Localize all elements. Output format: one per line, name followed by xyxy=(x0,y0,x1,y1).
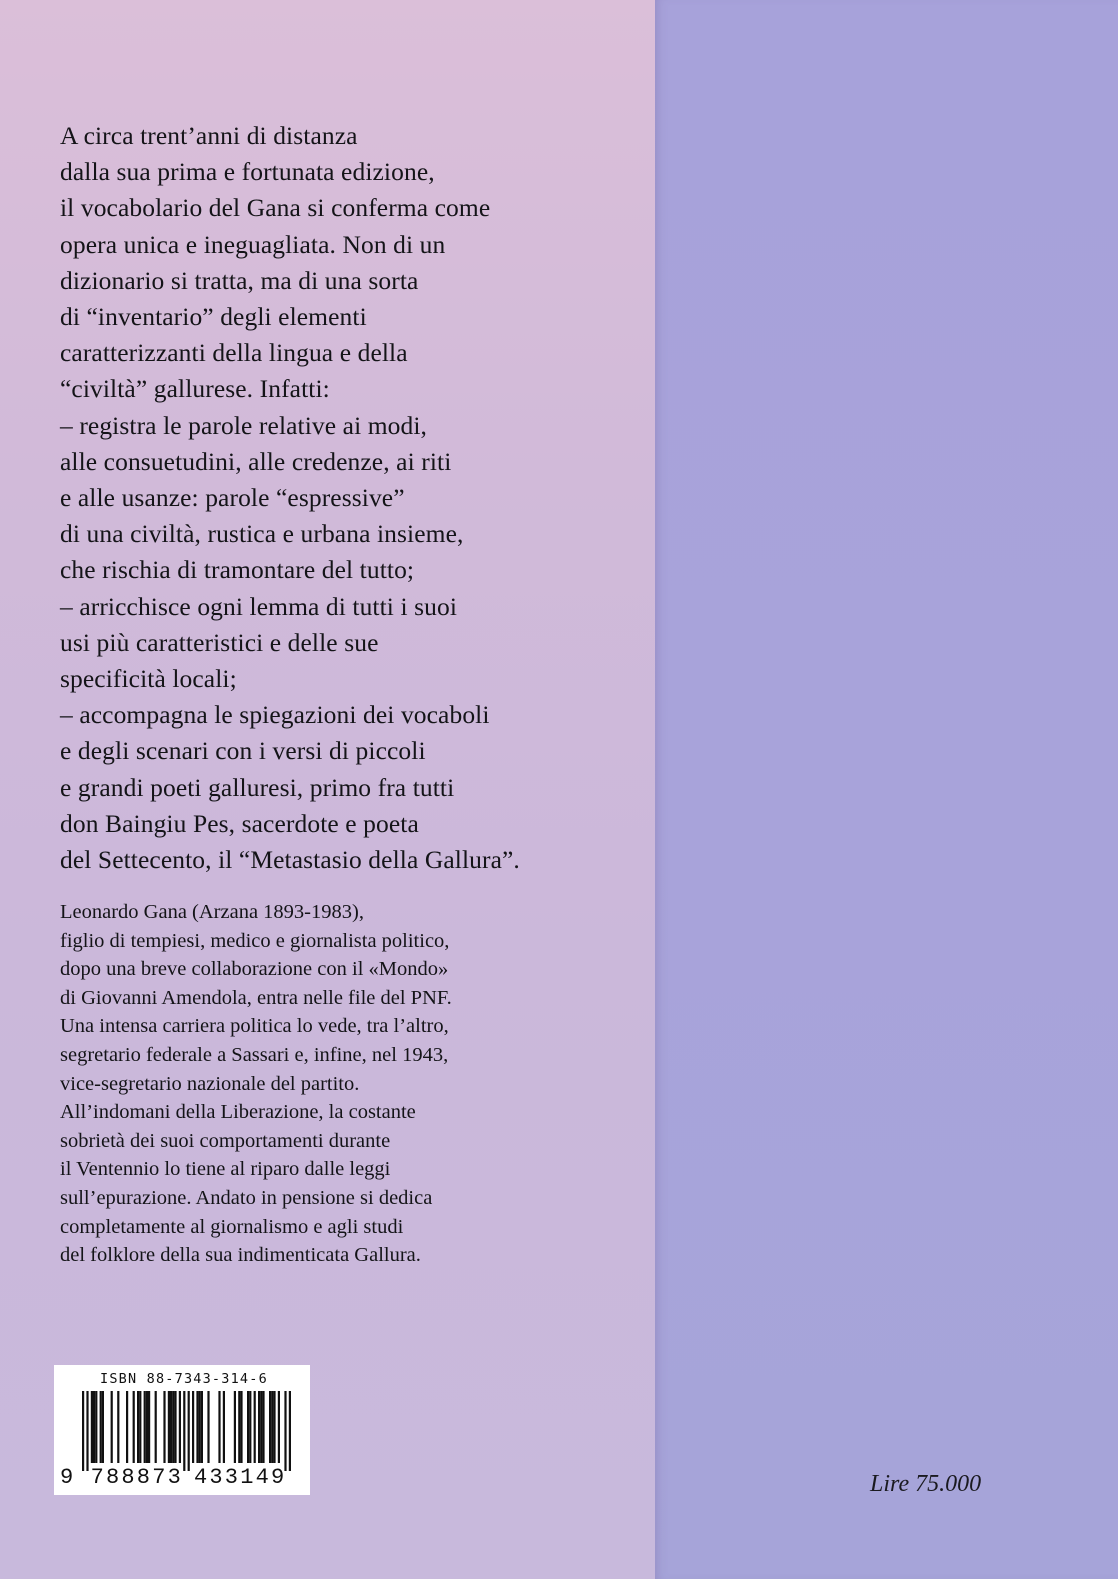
description-line: – accompagna le spiegazioni dei vocaboli xyxy=(60,700,490,730)
description-line: “civiltà” gallurese. Infatti: xyxy=(60,374,330,404)
barcode-digit: 9 xyxy=(271,1465,285,1490)
description-line: che rischia di tramontare del tutto; xyxy=(60,555,415,585)
barcode-bar xyxy=(155,1391,157,1463)
barcode-digit: 1 xyxy=(240,1465,254,1490)
description-line: opera unica e ineguagliata. Non di un xyxy=(60,229,446,259)
description-line: A circa trent’anni di distanza xyxy=(60,121,358,150)
barcode-bar xyxy=(254,1391,256,1463)
barcode-bar xyxy=(247,1391,249,1463)
barcode-bar xyxy=(223,1391,225,1463)
barcode-digit: 7 xyxy=(90,1465,104,1490)
description-line: don Baingiu Pes, sacerdote e poeta xyxy=(60,808,419,838)
isbn-label: ISBN 88-7343-314-6 xyxy=(100,1371,268,1387)
bio-line: Leonardo Gana (Arzana 1893-1983), xyxy=(60,901,364,923)
barcode-number xyxy=(54,1465,310,1491)
barcode-bar xyxy=(192,1391,194,1463)
description-line: dalla sua prima e fortunata edizione, xyxy=(60,157,435,187)
barcode-digit: 7 xyxy=(152,1465,166,1490)
barcode-bar xyxy=(262,1391,264,1463)
description-line: e degli scenari con i versi di piccoli xyxy=(60,736,426,766)
description-line: di una civiltà, rustica e urbana insieme, xyxy=(60,519,464,549)
barcode-bar xyxy=(102,1391,104,1463)
barcode-bar xyxy=(271,1391,273,1463)
barcode-digit: 4 xyxy=(194,1465,208,1490)
bio-line: Una intensa carriera politica lo vede, tra l’altro, xyxy=(60,1015,449,1038)
barcode-bar xyxy=(201,1391,203,1463)
description-text xyxy=(60,118,640,878)
barcode-bar xyxy=(117,1391,119,1463)
barcode-bar xyxy=(188,1391,190,1471)
description-line: caratterizzanti della lingua e della xyxy=(60,338,408,368)
barcode-digit: 9 xyxy=(60,1465,74,1490)
bio-line: vice-segretario nazionale del partito. xyxy=(60,1072,360,1095)
barcode-bar xyxy=(170,1391,172,1463)
description-line: e grandi poeti galluresi, primo fra tutti xyxy=(60,772,455,802)
bio-line: sull’epurazione. Andato in pensione si dedica xyxy=(60,1186,433,1209)
bio-line: dopo una breve collaborazione con il «Mondo» xyxy=(60,958,449,981)
barcode-bar xyxy=(174,1391,176,1463)
bio-line: di Giovanni Amendola, entra nelle file del PNF. xyxy=(60,986,452,1009)
barcode-bar xyxy=(95,1391,97,1463)
description-line: il vocabolario del Gana si conferma come xyxy=(60,193,491,223)
barcode-digit: 3 xyxy=(209,1465,223,1490)
barcode-bar xyxy=(284,1391,286,1471)
description-line: – registra le parole relative ai modi, xyxy=(60,410,428,440)
barcode-bar xyxy=(249,1391,251,1463)
barcode-bar xyxy=(196,1391,198,1463)
barcode-digit: 4 xyxy=(255,1465,269,1490)
barcode-bar xyxy=(269,1391,271,1463)
barcode-bar xyxy=(139,1391,141,1463)
barcode-bar xyxy=(93,1391,95,1463)
barcode-bar xyxy=(91,1391,93,1463)
description-line: specificità locali; xyxy=(60,664,237,694)
barcode-bar xyxy=(137,1391,139,1463)
barcode-bar xyxy=(260,1391,262,1463)
barcode-digit: 3 xyxy=(167,1465,181,1490)
description-line: del Settecento, il “Metastasio della Gallura”. xyxy=(60,845,520,875)
barcode-digit: 3 xyxy=(224,1465,238,1490)
barcode-bar xyxy=(82,1391,84,1471)
bio-line: il Ventennio lo tiene al riparo dalle leggi xyxy=(60,1158,391,1181)
barcode-bar xyxy=(126,1391,128,1463)
barcode-bar xyxy=(258,1391,260,1463)
bio-line: All’indomani della Liberazione, la costante xyxy=(60,1101,416,1124)
barcode-digit: 8 xyxy=(136,1465,150,1490)
price: Lire 75.000 xyxy=(870,1471,982,1497)
bio-line: segretario federale a Sassari e, infine, nel 1943, xyxy=(60,1043,449,1066)
barcode-bar xyxy=(207,1391,209,1463)
barcode-bar xyxy=(240,1391,242,1463)
description-line: di “inventario” degli elementi xyxy=(60,302,367,332)
barcode-bar xyxy=(86,1391,88,1471)
barcode-bar xyxy=(199,1391,201,1463)
barcode-digit: 8 xyxy=(121,1465,135,1490)
author-bio xyxy=(60,898,640,1270)
barcode-bar xyxy=(163,1391,165,1463)
barcode-bar xyxy=(183,1391,185,1471)
barcode-bar xyxy=(238,1391,240,1463)
barcode-bar xyxy=(146,1391,148,1463)
barcode-bar xyxy=(273,1391,275,1463)
description-line: dizionario si tratta, ma di una sorta xyxy=(60,265,419,295)
description-line: e alle usanze: parole “espressive” xyxy=(60,483,405,513)
barcode-bar xyxy=(148,1391,150,1463)
barcode-bar xyxy=(100,1391,102,1463)
barcode-bar xyxy=(168,1391,170,1463)
barcode-bar xyxy=(278,1391,280,1463)
bio-line: completamente al giornalismo e agli studi xyxy=(60,1215,404,1238)
barcode-digit: 8 xyxy=(106,1465,120,1490)
bio-line: figlio di tempiesi, medico e giornalista politico, xyxy=(60,929,450,952)
description-line: – arricchisce ogni lemma di tutti i suoi xyxy=(60,591,458,621)
bio-line: sobrietà dei suoi comportamenti durante xyxy=(60,1129,391,1152)
barcode-bar xyxy=(179,1391,181,1463)
isbn-barcode-block xyxy=(54,1365,310,1495)
barcode-bar xyxy=(289,1391,291,1471)
description-line: alle consuetudini, alle credenze, ai riti xyxy=(60,446,452,476)
right-color-panel xyxy=(655,0,1118,1579)
barcode-bar xyxy=(133,1391,135,1463)
description-line: usi più caratteristici e delle sue xyxy=(60,627,379,657)
barcode-bar xyxy=(218,1391,220,1463)
barcode-bar xyxy=(144,1391,146,1463)
barcode-bar xyxy=(234,1391,236,1463)
bio-line: del folklore della sua indimenticata Gallura. xyxy=(60,1244,421,1267)
barcode-bar xyxy=(111,1391,113,1463)
barcode-bar xyxy=(172,1391,174,1463)
